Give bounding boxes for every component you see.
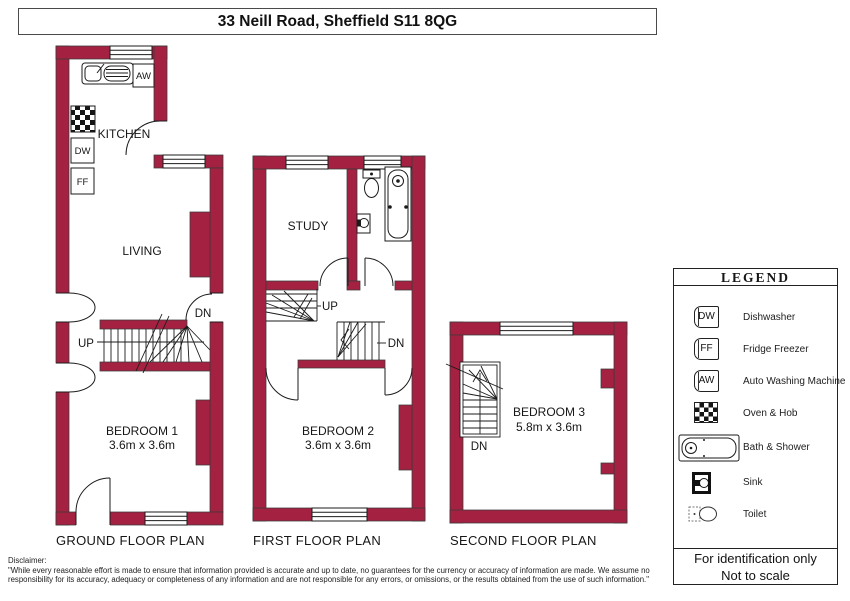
legend-label-bath-shower: Bath & Shower [743,442,810,453]
second-windows [500,322,573,335]
first-floor-title: FIRST FLOOR PLAN [253,533,382,548]
aw-label: AW [136,71,151,82]
toilet-symbol [363,170,380,198]
bedroom3-label: BEDROOM 3 [512,405,586,419]
toilet-icon [688,505,718,528]
disclaimer [8,556,650,585]
first-door-swings [266,258,412,400]
legend-label-toilet: Toilet [743,509,767,520]
not-to-scale-note: Not to scale [721,568,790,583]
basin-symbol [357,214,370,233]
bedroom3-dims: 5.8m x 3.6m [515,420,583,434]
second-floor-plan [446,322,627,548]
kitchen-window [110,46,152,59]
legend-label-fridge-freezer: Fridge Freezer [743,344,809,355]
ground-floor-title: GROUND FLOOR PLAN [56,533,205,548]
legend-title: LEGEND [674,269,837,286]
bedroom1-label: BEDROOM 1 [105,424,179,438]
bedroom2-window [312,508,367,521]
bedroom1-window [145,512,187,525]
bedroom2-dims: 3.6m x 3.6m [304,438,372,452]
legend-label-auto-washing-machine: Auto Washing Machine [743,376,846,387]
ground-floor-plan [56,46,223,548]
dishwasher-abbr: DW [698,311,715,322]
property-title: 33 Neill Road, Sheffield S11 8QG [18,8,657,35]
fridge-freezer-abbr: FF [700,343,713,354]
kitchen-sink [82,63,133,84]
legend-label-sink: Sink [743,477,763,488]
second-floor-title: SECOND FLOOR PLAN [450,533,597,548]
disclaimer-line2: responsibility for its accuracy, adequacy or completeness of any information and are not responsible for any errors, or omissions, or the results obtained from the use of such information." [8,575,649,584]
second-dn-label: DN [470,441,488,453]
first-windows [286,156,401,521]
disclaimer-line1: "While every reasonable effort is made to ensure that information provided is accurate and up to date, no guarantees for the currency or accuracy of information are made. We assume no [8,565,650,575]
bedroom3-window [500,322,573,335]
dishwasher-icon [694,306,719,328]
bath-symbol [385,167,411,241]
dw-label: DW [74,146,91,157]
bedroom1-dims: 3.6m x 3.6m [108,438,176,452]
legend-label-dishwasher: Dishwasher [743,312,796,323]
bedroom2-label: BEDROOM 2 [301,424,375,438]
fridge-freezer-icon [694,338,719,360]
ground-dn-label: DN [194,308,212,320]
legend-box [673,268,846,585]
bedroom1-door-opening [76,511,110,526]
legend-footer [673,548,838,585]
ff-label: FF [76,177,89,188]
disclaimer-heading: Disclaimer: [8,556,47,565]
living-window [163,155,205,168]
oven-hob-icon [694,402,718,423]
ground-up-label: UP [78,338,94,350]
first-staircases [266,289,386,360]
study-window [286,156,328,169]
living-label: LIVING [122,244,162,258]
first-floor-plan [253,156,425,548]
study-label: STUDY [287,219,329,233]
auto-washing-machine-icon [694,370,719,392]
oven-hob-symbol [71,106,95,132]
legend-label-oven-hob: Oven & Hob [743,408,798,419]
sink-icon [692,472,711,499]
identification-note: For identification only [694,551,817,566]
first-dn-label: DN [387,338,405,350]
auto-washing-machine-abbr: AW [698,375,715,386]
kitchen-label: KITCHEN [97,127,151,141]
first-up-label: UP [322,301,338,313]
bath-shower-icon [678,434,740,467]
bathroom-fixtures [357,167,411,241]
